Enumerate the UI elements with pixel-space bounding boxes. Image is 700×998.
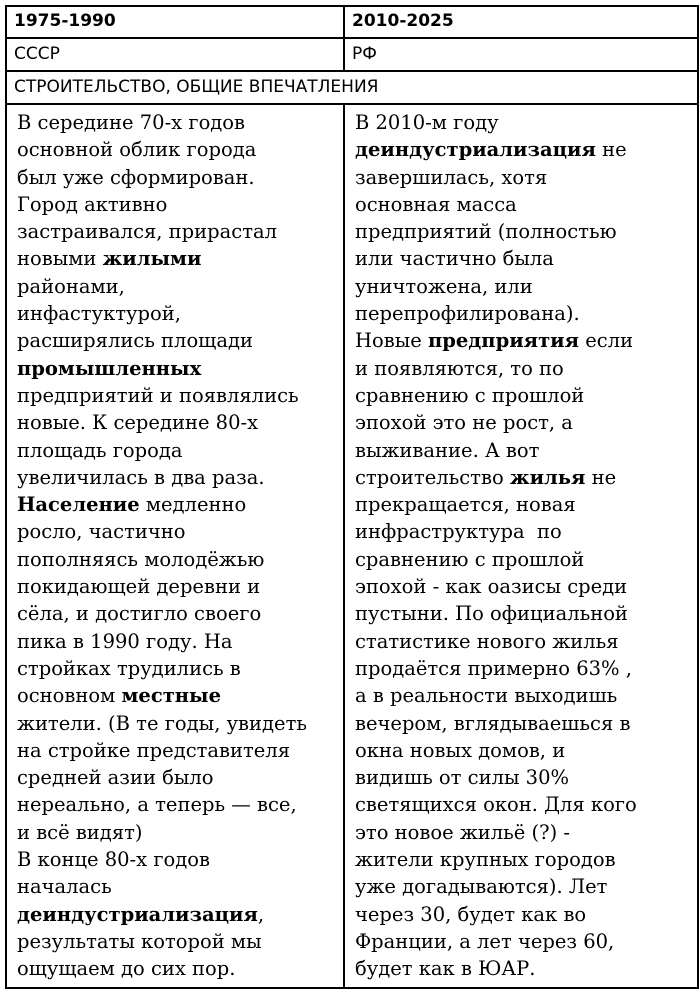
text-line: будет как в ЮАР. bbox=[355, 957, 536, 981]
text-line: деиндустриализация не bbox=[355, 138, 627, 162]
emphasis-industrial: промышленных bbox=[17, 356, 202, 380]
text-line: результаты которой мы bbox=[17, 929, 262, 953]
text-line: и всё видят) bbox=[17, 820, 143, 844]
text-line: на стройке представителя bbox=[17, 738, 291, 762]
text-line: расширялись площади bbox=[17, 329, 253, 353]
text-line: районами, bbox=[17, 274, 125, 298]
left-column-text bbox=[6, 104, 344, 988]
text-line: началась bbox=[17, 875, 112, 899]
text-line: площадь города bbox=[17, 438, 183, 462]
emphasis-enterprises: предприятия bbox=[427, 329, 580, 353]
emphasis-housing: жилья bbox=[509, 465, 586, 489]
text-line: или частично была bbox=[355, 247, 554, 271]
section-title: СТРОИТЕЛЬСТВО, ОБЩИЕ ВПЕЧАТЛЕНИЯ bbox=[6, 71, 698, 104]
text-line: основной облик города bbox=[17, 138, 257, 162]
text-line: нереально, а теперь — все, bbox=[17, 793, 297, 817]
emphasis-deindustrialization: деиндустриализация bbox=[355, 138, 596, 162]
content-row bbox=[6, 104, 698, 988]
text-line: Новые предприятия если bbox=[355, 329, 634, 353]
text-line: покидающей деревни и bbox=[17, 575, 261, 599]
text-line: В конце 80-х годов bbox=[17, 848, 211, 872]
header-period-ussr: 1975-1990 bbox=[6, 6, 344, 38]
text-line: это новое жильё (?) - bbox=[355, 820, 570, 844]
subheader-row bbox=[6, 38, 698, 71]
text-line: средней азии было bbox=[17, 766, 214, 790]
text-line: жители. (В те годы, увидеть bbox=[17, 711, 307, 735]
text-line: застраивался, прирастал bbox=[17, 220, 277, 244]
text-line: сёла, и достигло своего bbox=[17, 602, 262, 626]
text-line: и появляются, то по bbox=[355, 356, 564, 380]
text-line: предприятий (полностью bbox=[355, 220, 617, 244]
emphasis-deindustrialization: деиндустриализация bbox=[17, 902, 258, 926]
text-line: пустыни. По официальной bbox=[355, 602, 628, 626]
right-column-text bbox=[344, 104, 698, 988]
comparison-table bbox=[5, 5, 699, 989]
text-line: увеличилась в два раза. bbox=[17, 465, 265, 489]
emphasis-population: Население bbox=[17, 493, 140, 517]
text-line: росло, частично bbox=[17, 520, 186, 544]
text-line: а в реальности выходишь bbox=[355, 684, 618, 708]
text-line: эпохой - как оазисы среди bbox=[355, 575, 628, 599]
text-line: ощущаем до сих пор. bbox=[17, 957, 236, 981]
text-line: В 2010-м году bbox=[355, 111, 499, 134]
text-line: через 30, будет как во bbox=[355, 902, 587, 926]
text-line: пика в 1990 году. На bbox=[17, 629, 233, 653]
text-line: был уже сформирован. bbox=[17, 165, 255, 189]
text-line: продаётся примерно 63% , bbox=[355, 656, 632, 680]
text-line: светящихся окон. Для кого bbox=[355, 793, 637, 817]
text-line: В середине 70-х годов bbox=[17, 111, 246, 134]
subheader-rf: РФ bbox=[344, 38, 698, 71]
text-line: основная масса bbox=[355, 192, 517, 216]
text-line: уничтожена, или bbox=[355, 274, 533, 298]
text-line: статистике нового жилья bbox=[355, 629, 619, 653]
text-line: окна новых домов, и bbox=[355, 738, 566, 762]
text-line: строительство жилья не bbox=[355, 465, 617, 489]
text-line: Франции, а лет через 60, bbox=[355, 929, 615, 953]
text-line: завершилась, хотя bbox=[355, 165, 548, 189]
section-row bbox=[6, 71, 698, 104]
text-line: стройках трудились в bbox=[17, 656, 241, 680]
text-line: вечером, вглядываешься в bbox=[355, 711, 631, 735]
text-line: перепрофилирована). bbox=[355, 302, 580, 326]
header-row bbox=[6, 6, 698, 38]
text-line: деиндустриализация, bbox=[17, 902, 265, 926]
text-line: предприятий и появлялись bbox=[17, 383, 299, 407]
subheader-ussr: СССР bbox=[6, 38, 344, 71]
emphasis-housing: жилыми bbox=[102, 247, 202, 271]
text-line: новыми жилыми bbox=[17, 247, 202, 271]
emphasis-local: местные bbox=[121, 684, 222, 708]
text-line: основном местные bbox=[17, 684, 222, 708]
text-line: новые. К середине 80-х bbox=[17, 411, 259, 435]
text-line: инфастуктурой, bbox=[17, 302, 181, 326]
text-line: инфраструктура по bbox=[355, 520, 562, 544]
text-line: Население медленно bbox=[17, 493, 247, 517]
text-line: пополняясь молодёжью bbox=[17, 547, 265, 571]
text-line: сравнению с прошлой bbox=[355, 383, 585, 407]
text-line: жители крупных городов bbox=[355, 848, 616, 872]
text-line: выживание. А вот bbox=[355, 438, 540, 462]
text-line bbox=[17, 355, 337, 382]
text-line: прекращается, новая bbox=[355, 493, 576, 517]
text-line: уже догадываются). Лет bbox=[355, 875, 608, 899]
text-line: видишь от силы 30% bbox=[355, 766, 570, 790]
header-period-rf: 2010-2025 bbox=[344, 6, 698, 38]
text-line: сравнению с прошлой bbox=[355, 547, 585, 571]
text-line: эпохой это не рост, а bbox=[355, 411, 573, 435]
text-line: Город активно bbox=[17, 192, 168, 216]
